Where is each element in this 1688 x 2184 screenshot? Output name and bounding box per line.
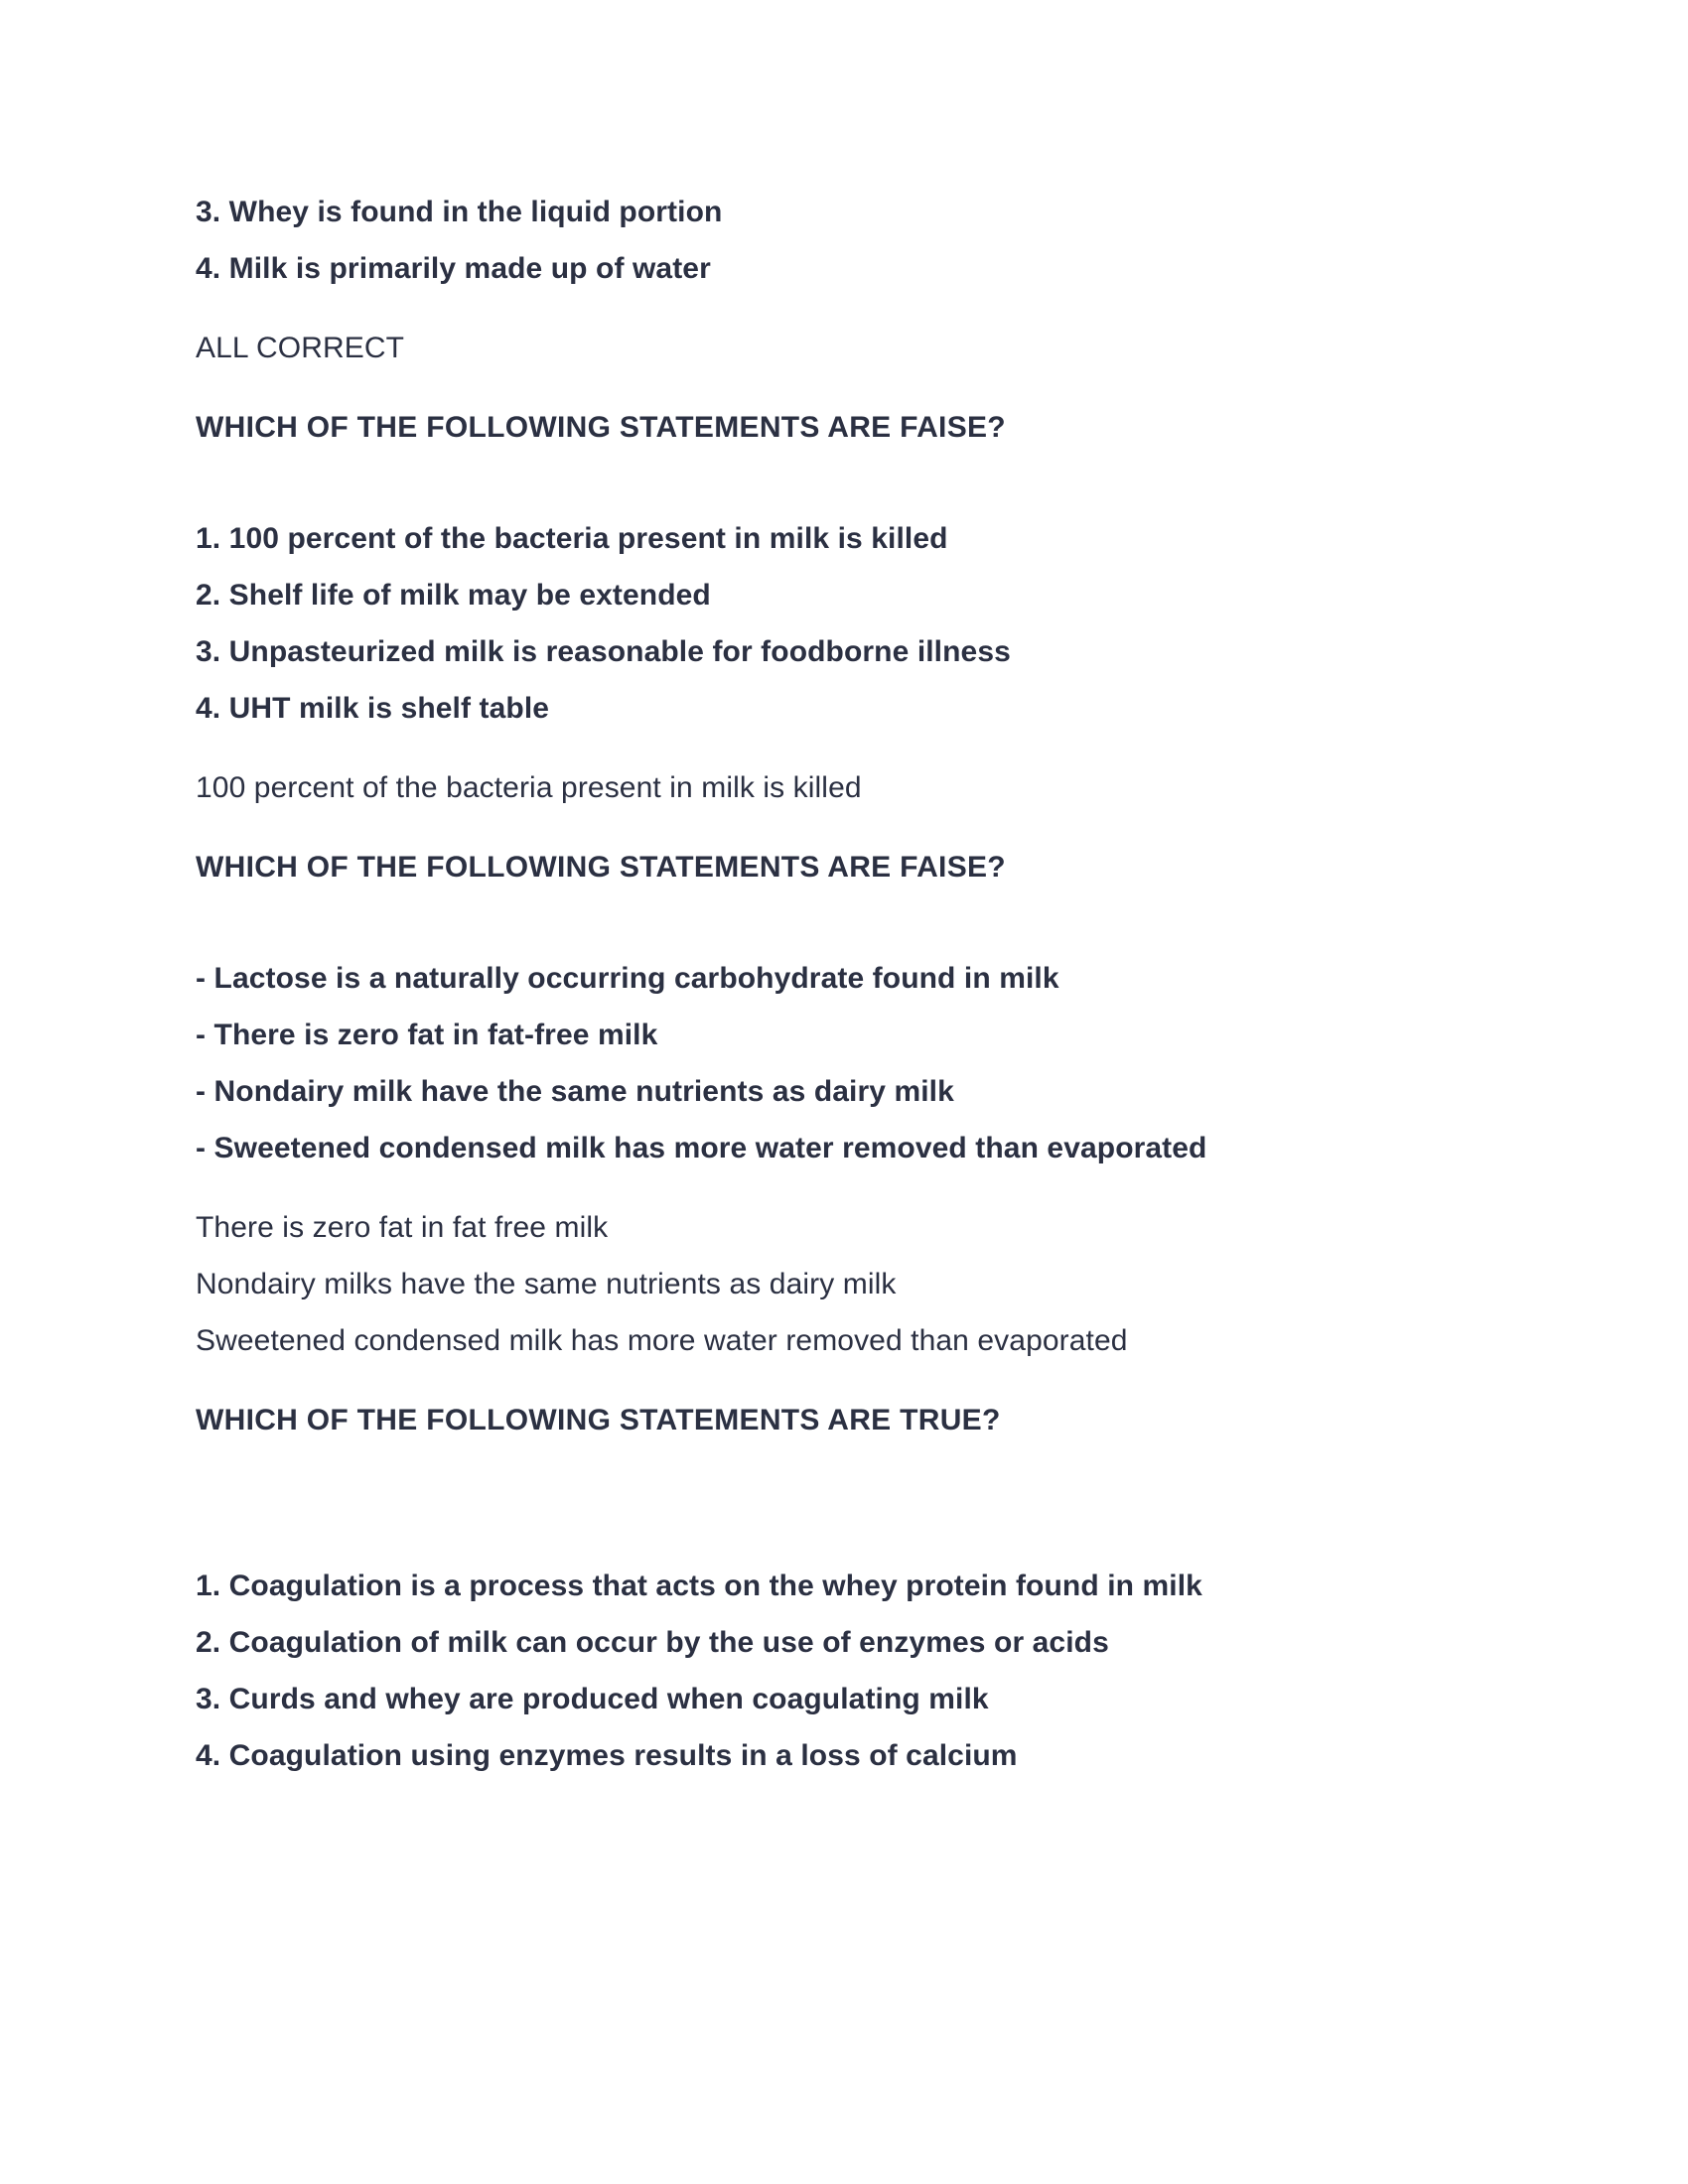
- options-list-q4: [196, 1558, 1506, 1784]
- question-heading-4: [196, 1392, 1506, 1448]
- spacer: [196, 297, 1506, 320]
- page-heading: WHICH OF THE FOLLOWING STATEMENTS ARE FAISE?: [196, 851, 1006, 884]
- spacer: [196, 737, 1506, 759]
- list-item: 4. Coagulation using enzymes results in a loss of calcium: [196, 1739, 1018, 1772]
- list-item: 2. Shelf life of milk may be extended: [196, 579, 711, 612]
- list-item: 1. Coagulation is a process that acts on the whey protein found in milk: [196, 1570, 1202, 1602]
- answer-q1: [196, 320, 1506, 376]
- options-list-q2: [196, 510, 1506, 737]
- page-heading: WHICH OF THE FOLLOWING STATEMENTS ARE TRUE?: [196, 1404, 1001, 1436]
- answer-q3: [196, 1199, 1506, 1369]
- spacer: [196, 376, 1506, 399]
- options-list-q1: [196, 184, 1506, 297]
- list-item: 2. Coagulation of milk can occur by the use of enzymes or acids: [196, 1626, 1109, 1659]
- list-item: 3. Unpasteurized milk is reasonable for foodborne illness: [196, 635, 1011, 668]
- document-body: [196, 184, 1506, 1784]
- answer-text: ALL CORRECT: [196, 332, 405, 364]
- list-item: 3. Curds and whey are produced when coagulating milk: [196, 1683, 989, 1715]
- list-item: - Lactose is a naturally occurring carbohydrate found in milk: [196, 962, 1059, 995]
- page-heading: WHICH OF THE FOLLOWING STATEMENTS ARE FAISE?: [196, 411, 1006, 444]
- list-item: 4. Milk is primarily made up of water: [196, 252, 711, 285]
- answer-q2: [196, 759, 1506, 816]
- spacer: [196, 1369, 1506, 1392]
- question-heading-2: [196, 399, 1506, 456]
- list-item: - Nondairy milk have the same nutrients as dairy milk: [196, 1075, 954, 1108]
- spacer: [196, 895, 1506, 950]
- list-item: - Sweetened condensed milk has more water removed than evaporated: [196, 1132, 1207, 1164]
- list-item: - There is zero fat in fat-free milk: [196, 1019, 658, 1051]
- question-heading-3: [196, 839, 1506, 895]
- answer-text: There is zero fat in fat free milk: [196, 1211, 609, 1244]
- spacer: [196, 1448, 1506, 1558]
- list-item: 4. UHT milk is shelf table: [196, 692, 550, 725]
- answer-text: Nondairy milks have the same nutrients as dairy milk: [196, 1268, 897, 1300]
- list-item: 3. Whey is found in the liquid portion: [196, 196, 723, 228]
- list-item: 1. 100 percent of the bacteria present in milk is killed: [196, 522, 948, 555]
- spacer: [196, 1176, 1506, 1199]
- answer-text: Sweetened condensed milk has more water removed than evaporated: [196, 1324, 1128, 1357]
- answer-text: 100 percent of the bacteria present in milk is killed: [196, 771, 862, 804]
- spacer: [196, 456, 1506, 510]
- options-list-q3: [196, 950, 1506, 1176]
- spacer: [196, 816, 1506, 839]
